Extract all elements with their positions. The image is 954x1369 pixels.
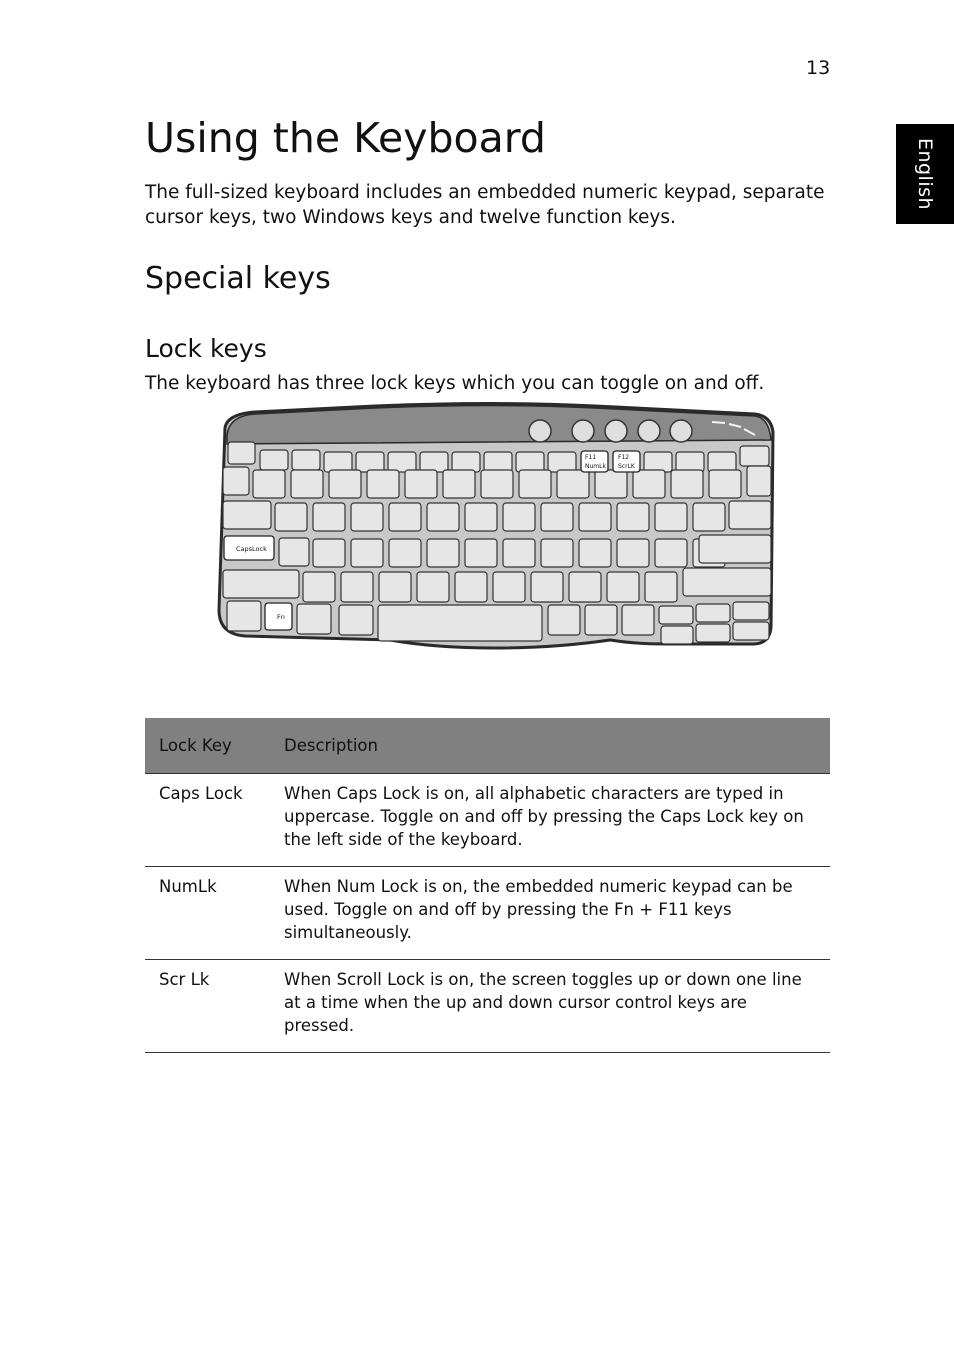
keyboard-key xyxy=(519,470,551,498)
keyboard-key xyxy=(484,452,512,472)
keyboard-key xyxy=(659,606,693,624)
keyboard-key xyxy=(356,452,384,472)
keyboard-key xyxy=(389,539,421,567)
keyboard-key xyxy=(351,503,383,531)
keyboard-key xyxy=(378,605,542,641)
keyboard-key xyxy=(709,470,741,498)
keyboard-key xyxy=(541,539,573,567)
keyboard-key xyxy=(661,626,693,644)
keyboard-key xyxy=(733,602,769,620)
f11-numlk-key xyxy=(581,451,608,472)
lock-key-description: When Scroll Lock is on, the screen toggles up or down one line at a time when the up and down cursor control keys are pressed. xyxy=(270,960,830,1053)
keyboard-key xyxy=(303,572,335,602)
keyboard-key xyxy=(655,503,687,531)
keyboard-key xyxy=(548,452,576,472)
keyboard-key xyxy=(275,503,307,531)
header-lock-key: Lock Key xyxy=(145,718,270,774)
keyboard-key xyxy=(740,446,769,466)
keyboard-key xyxy=(569,572,601,602)
keyboard-key xyxy=(329,470,361,498)
keyboard-key xyxy=(427,539,459,567)
lock-keys-table xyxy=(145,718,830,1053)
section-heading: Special keys xyxy=(145,261,331,296)
keyboard-key xyxy=(260,450,288,470)
keyboard-illustration xyxy=(215,400,780,655)
keyboard-key xyxy=(351,539,383,567)
keyboard-key xyxy=(531,572,563,602)
keyboard-key xyxy=(617,539,649,567)
keyboard-key xyxy=(223,570,299,598)
numlk-key-label: NumLk xyxy=(585,463,606,470)
page-number: 13 xyxy=(806,57,831,79)
keyboard-key xyxy=(388,452,416,472)
intro-paragraph: The full-sized keyboard includes an embedded numeric keypad, separate cursor keys, two Windows keys and twelve function keys. xyxy=(145,182,825,228)
scrlk-key-label: ScrLK xyxy=(618,463,635,470)
subsection-heading: Lock keys xyxy=(145,334,267,363)
keyboard-key xyxy=(595,470,627,498)
keyboard-key xyxy=(420,452,448,472)
f12-scrlk-key xyxy=(613,451,640,472)
keyboard-key xyxy=(228,442,255,464)
keyboard-key xyxy=(452,452,480,472)
lock-keys-intro: The keyboard has three lock keys which you can toggle on and off. xyxy=(145,373,765,394)
launch-button xyxy=(529,420,551,442)
keyboard-key xyxy=(683,568,771,596)
keyboard-key xyxy=(622,605,654,635)
keyboard-key xyxy=(644,452,672,472)
f11-key-label: F11 xyxy=(585,454,597,461)
page-title: Using the Keyboard xyxy=(145,114,546,162)
keyboard-key xyxy=(481,470,513,498)
caps-lock-key xyxy=(224,536,274,560)
keyboard-key xyxy=(339,605,373,635)
header-description: Description xyxy=(270,718,830,774)
keyboard-key xyxy=(671,470,703,498)
keyboard-key xyxy=(696,624,730,642)
keyboard-key xyxy=(645,572,677,602)
keyboard-key xyxy=(548,605,580,635)
keyboard-key xyxy=(696,604,730,622)
keyboard-key xyxy=(503,539,535,567)
keyboard-key xyxy=(443,470,475,498)
keyboard-key xyxy=(223,501,271,529)
keyboard-key xyxy=(633,470,665,498)
keyboard-key xyxy=(708,452,736,472)
fn-key xyxy=(265,603,292,630)
keyboard-key xyxy=(455,572,487,602)
keyboard-key xyxy=(313,503,345,531)
keyboard-key xyxy=(367,470,399,498)
keyboard-key xyxy=(607,572,639,602)
keyboard-key xyxy=(465,539,497,567)
keyboard-key xyxy=(516,452,544,472)
lock-key-name: Scr Lk xyxy=(145,960,270,1053)
keyboard-key xyxy=(729,501,771,529)
keyboard-key xyxy=(405,470,437,498)
launch-button xyxy=(670,420,692,442)
keyboard-key xyxy=(389,503,421,531)
lock-key-name: NumLk xyxy=(145,867,270,960)
keyboard-key xyxy=(617,503,649,531)
keyboard-key xyxy=(324,452,352,472)
keyboard-key xyxy=(417,572,449,602)
keyboard-key xyxy=(693,503,725,531)
language-tab xyxy=(896,124,954,224)
keyboard-key xyxy=(733,622,769,640)
keyboard-key xyxy=(579,539,611,567)
keyboard-key xyxy=(676,452,704,472)
keyboard-key xyxy=(655,539,687,567)
keyboard-key xyxy=(297,604,331,634)
table-header-row xyxy=(145,718,830,774)
launch-button xyxy=(605,420,627,442)
keyboard-key xyxy=(227,601,261,631)
keyboard-key xyxy=(313,539,345,567)
language-tab-label: English xyxy=(914,137,936,211)
lock-key-name: Caps Lock xyxy=(145,774,270,867)
keyboard-key xyxy=(747,466,771,496)
keyboard-key xyxy=(699,535,771,563)
keyboard-key xyxy=(557,470,589,498)
fn-key-label: Fn xyxy=(277,613,285,621)
keyboard-key xyxy=(579,503,611,531)
keyboard-key xyxy=(427,503,459,531)
table-row xyxy=(145,774,830,867)
table-row xyxy=(145,960,830,1053)
keyboard-key xyxy=(503,503,535,531)
launch-button xyxy=(572,420,594,442)
keyboard-key xyxy=(465,503,497,531)
keyboard-key xyxy=(253,470,285,498)
f12-key-label: F12 xyxy=(618,454,630,461)
keyboard-key xyxy=(379,572,411,602)
keyboard-key xyxy=(291,470,323,498)
keyboard-key xyxy=(541,503,573,531)
caps-lock-key-label: CapsLock xyxy=(236,545,267,553)
launch-button xyxy=(638,420,660,442)
keyboard-key xyxy=(585,605,617,635)
keyboard-key xyxy=(493,572,525,602)
table-row xyxy=(145,867,830,960)
lock-key-description: When Caps Lock is on, all alphabetic characters are typed in uppercase. Toggle on and off by pressing the Caps Lock key on the left side of the keyboard. xyxy=(270,774,830,867)
keyboard-key xyxy=(292,450,320,470)
lock-key-description: When Num Lock is on, the embedded numeric keypad can be used. Toggle on and off by pressing the Fn + F11 keys simultaneously. xyxy=(270,867,830,960)
keyboard-key xyxy=(279,538,309,566)
keyboard-key xyxy=(341,572,373,602)
keyboard-key xyxy=(223,467,249,495)
